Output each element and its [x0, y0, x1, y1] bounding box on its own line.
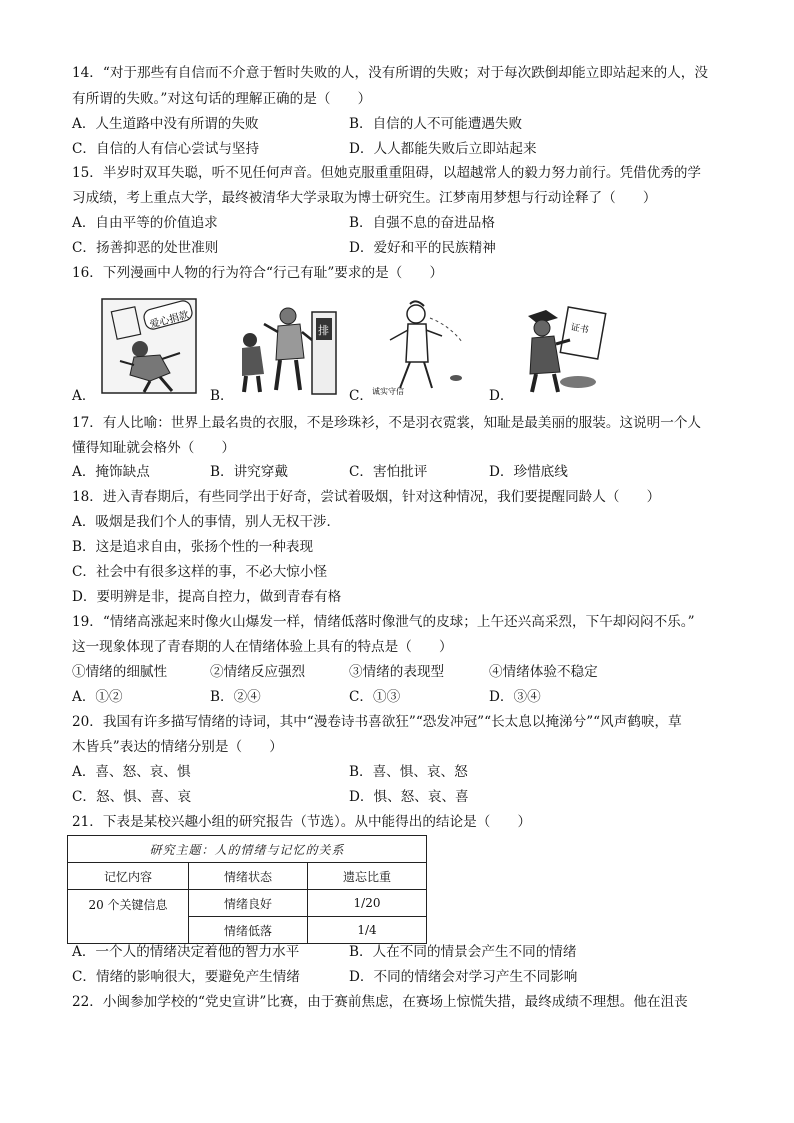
q18-option-c: C．社会中有很多这样的事，不必大惊小怪: [72, 564, 328, 580]
q16-cartoon-d: [508, 296, 608, 396]
q20-option-a: A．喜、怒、哀、惧: [72, 764, 191, 780]
q17-option-a: A．掩饰缺点: [72, 464, 150, 480]
q16-cartoon-a: [100, 295, 200, 397]
q21-table-header-content: 记忆内容: [68, 863, 189, 890]
q14-option-d: D．人人都能失败后立即站起来: [349, 141, 537, 157]
q14-option-c: C．自信的人有信心尝试与坚持: [72, 141, 260, 157]
q17-stem-line2: 懂得知耻就会格外（ ）: [72, 440, 236, 456]
q18-option-d: D．要明辨是非，提高自控力，做到青春有格: [72, 589, 342, 605]
q21-table-row1-state: 情绪良好: [189, 890, 308, 917]
q15-option-d: D．爱好和平的民族精神: [349, 240, 496, 256]
q14-stem-line2: 有所谓的失败。”对这句话的理解正确的是（ ）: [72, 91, 372, 107]
q16-cartoon-c-caption: 诚实守信: [372, 387, 404, 396]
q20-option-d: D．惧、怒、哀、喜: [349, 789, 469, 805]
q18-option-a: A．吸烟是我们个人的事情，别人无权干涉．: [72, 514, 341, 530]
q21-table-header-state: 情绪状态: [189, 863, 308, 890]
q19-option-d: D．③④: [489, 689, 541, 705]
q19-item-1: ①情绪的细腻性: [72, 664, 168, 680]
q22-stem-line1: 22．小闽参加学校的“党史宣讲”比赛，由于赛前焦虑，在赛场上惊慌失措，最终成绩不理想。他在沮丧: [72, 994, 688, 1010]
q18-stem: 18．进入青春期后，有些同学出于好奇，尝试着吸烟，针对这种情况，我们要提醒同龄人（ ）: [72, 489, 661, 505]
q16-cartoon-d-doc: 证书: [569, 322, 590, 336]
q16-label-a: A．: [72, 388, 96, 404]
q16-label-c: C．: [349, 388, 373, 404]
q21-stem: 21．下表是某校兴趣小组的研究报告（节选）。从中能得出的结论是（ ）: [72, 814, 532, 830]
q21-option-b: B．人在不同的情景会产生不同的情绪: [349, 944, 577, 960]
q15-option-a: A．自由平等的价值追求: [72, 215, 218, 231]
q17-option-c: C．害怕批评: [349, 464, 428, 480]
q16-stem: 16．下列漫画中人物的行为符合“行己有耻”要求的是（ ）: [72, 265, 444, 281]
q17-stem-line1: 17．有人比喻：世界上最名贵的衣服，不是珍珠衫，不是羽衣霓裳，知耻是最美丽的服装。这说明一个人: [72, 415, 702, 431]
q14-stem-line1: 14．“对于那些有自信而不介意于暂时失败的人，没有所谓的失败；对于每次跌倒却能立即站起来的人，没: [72, 65, 708, 81]
q16-cartoon-a-sign: 爱心捐款: [148, 309, 191, 331]
q21-table-title: 研究主题：人的情绪与记忆的关系: [68, 836, 427, 863]
q21-table-row2-ratio: 1/4: [308, 917, 427, 944]
q19-item-3: ③情绪的表现型: [349, 664, 445, 680]
q20-option-b: B．喜、惧、哀、怒: [349, 764, 468, 780]
q20-stem-line1: 20．我国有许多描写情绪的诗词，其中“漫卷诗书喜欲狂”“恐发冲冠”“长太息以掩涕兮”“风声鹤唳，草: [72, 714, 682, 730]
q19-item-2: ②情绪反应强烈: [210, 664, 306, 680]
q20-stem-line2: 木皆兵”表达的情绪分别是（ ）: [72, 739, 283, 755]
q19-stem-line2: 这一现象体现了青春期的人在情绪体验上具有的特点是（ ）: [72, 639, 453, 655]
q21-report-table: [67, 835, 427, 944]
q19-stem-line1: 19．“情绪高涨起来时像火山爆发一样，情绪低落时像泄气的皮球；上午还兴高采烈，下午却闷闷不乐。”: [72, 614, 695, 630]
q21-table-row1-ratio: 1/20: [308, 890, 427, 917]
q15-stem-line1: 15．半岁时双耳失聪，听不见任何声音。但她克服重重阻碍，以超越常人的毅力努力前行。凭借优秀的学: [72, 165, 702, 181]
q15-stem-line2: 习成绩，考上重点大学，最终被清华大学录取为博士研究生。江梦南用梦想与行动诠释了（ ）: [72, 190, 657, 206]
q16-cartoon-b: [230, 294, 340, 396]
q16-cartoon-c: [370, 296, 470, 396]
q20-option-c: C．怒、惧、喜、哀: [72, 789, 192, 805]
q15-option-b: B．自强不息的奋进品格: [349, 215, 495, 231]
q21-option-c: C．情绪的影响很大，要避免产生情绪: [72, 969, 300, 985]
q16-label-d: D．: [489, 388, 514, 404]
q16-cartoon-b-sign: 排: [318, 324, 329, 337]
q21-option-a: A．一个人的情绪决定着他的智力水平: [72, 944, 300, 960]
q15-option-c: C．扬善抑恶的处世准则: [72, 240, 219, 256]
q21-table-row2-state: 情绪低落: [189, 917, 308, 944]
q21-table-content: 20 个关键信息: [68, 890, 189, 944]
q17-option-b: B．讲究穿戴: [210, 464, 288, 480]
q18-option-b: B．这是追求自由，张扬个性的一种表现: [72, 539, 314, 555]
q17-option-d: D．珍惜底线: [489, 464, 568, 480]
q14-option-b: B．自信的人不可能遭遇失败: [349, 116, 523, 132]
q21-table-header-ratio: 遗忘比重: [308, 863, 427, 890]
q19-item-4: ④情绪体验不稳定: [489, 664, 598, 680]
q16-label-b: B．: [210, 388, 234, 404]
q19-option-b: B．②④: [210, 689, 261, 705]
q19-option-a: A．①②: [72, 689, 123, 705]
q14-option-a: A．人生道路中没有所谓的失败: [72, 116, 259, 132]
q21-option-d: D．不同的情绪会对学习产生不同影响: [349, 969, 578, 985]
q19-option-c: C．①③: [349, 689, 401, 705]
